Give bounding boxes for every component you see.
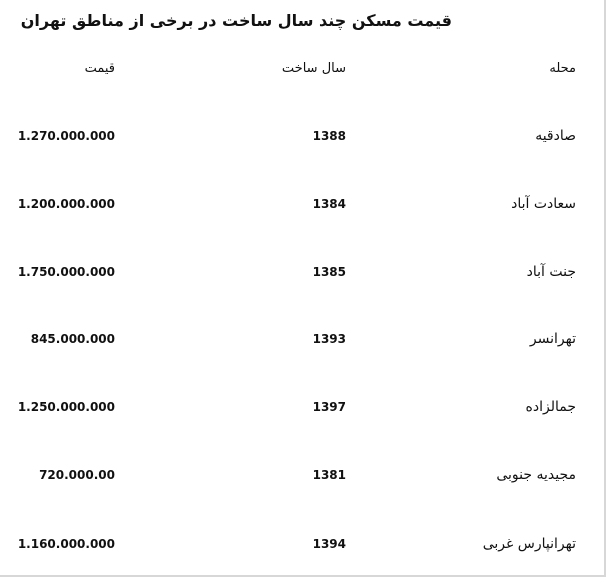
row-price: 1.750.000.000 bbox=[17, 265, 115, 279]
row-neighborhood: تهرانپارس غربی bbox=[482, 536, 576, 552]
row-year: 1394 bbox=[312, 537, 346, 551]
table-row bbox=[0, 395, 606, 419]
table-header bbox=[0, 57, 606, 81]
row-neighborhood: جنت آباد bbox=[526, 264, 576, 280]
table-row bbox=[0, 192, 606, 216]
page-title: قیمت مسکن چند سال ساخت در برخی از مناطق تهران bbox=[20, 11, 452, 30]
table-row bbox=[0, 463, 606, 487]
row-price: 720.000.00 bbox=[39, 468, 115, 482]
row-price: 1.160.000.000 bbox=[17, 537, 115, 551]
column-header-price: قیمت bbox=[84, 61, 115, 76]
table-row bbox=[0, 124, 606, 148]
row-year: 1397 bbox=[312, 400, 346, 414]
row-price: 1.200.000.000 bbox=[17, 197, 115, 211]
column-header-year: سال ساخت bbox=[281, 61, 346, 76]
table-row bbox=[0, 260, 606, 284]
row-year: 1381 bbox=[312, 468, 346, 482]
row-price: 845.000.000 bbox=[30, 332, 115, 346]
row-neighborhood: سعادت آباد bbox=[511, 196, 576, 212]
row-year: 1385 bbox=[312, 265, 346, 279]
row-year: 1388 bbox=[312, 129, 346, 143]
row-year: 1393 bbox=[312, 332, 346, 346]
table-row bbox=[0, 532, 606, 556]
row-year: 1384 bbox=[312, 197, 346, 211]
row-price: 1.270.000.000 bbox=[17, 129, 115, 143]
row-neighborhood: مجیدیه جنوبی bbox=[496, 467, 576, 483]
row-neighborhood: تهرانسر bbox=[529, 331, 576, 347]
table-row bbox=[0, 327, 606, 351]
row-neighborhood: جمالزاده bbox=[525, 399, 576, 415]
column-header-neighborhood: محله bbox=[549, 61, 576, 76]
row-neighborhood: صادقیه bbox=[535, 128, 576, 144]
row-price: 1.250.000.000 bbox=[17, 400, 115, 414]
